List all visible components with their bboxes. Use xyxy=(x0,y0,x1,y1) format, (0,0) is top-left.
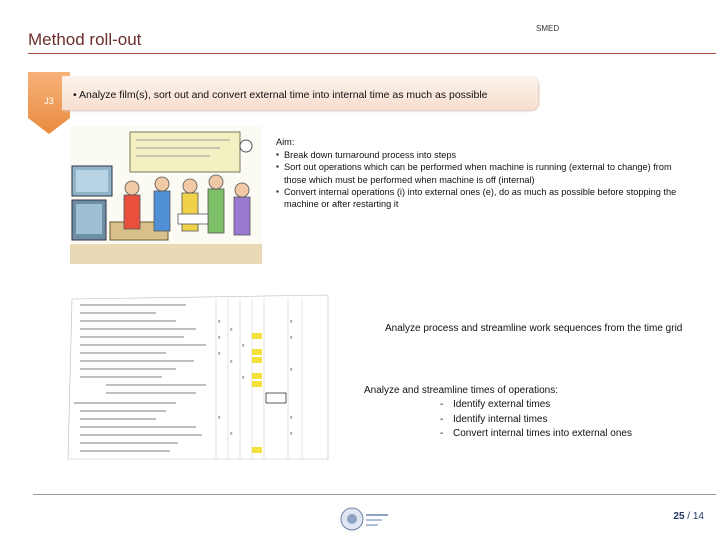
page-total: / 14 xyxy=(684,511,704,522)
svg-text:x: x xyxy=(242,375,245,381)
operations-item: Convert internal times into external ones xyxy=(453,428,632,439)
time-grid-sheet xyxy=(66,293,332,461)
operations-heading: Analyze and streamline times of operations: xyxy=(364,385,558,396)
aim-item: ▪ Break down turnaround process into steps xyxy=(276,149,696,161)
title-divider xyxy=(28,53,716,54)
header-tag: SMED xyxy=(536,24,560,33)
operations-dash: - xyxy=(440,414,444,425)
svg-text:x: x xyxy=(290,431,293,437)
svg-text:x: x xyxy=(218,335,221,341)
page-number xyxy=(600,511,704,522)
company-logo-icon xyxy=(338,504,396,534)
operations-dash: - xyxy=(440,399,444,410)
operations-item: Identify external times xyxy=(453,399,551,410)
aim-item: ▪ Sort out operations which can be performed when machine is running (external to change) from those which must be performed when machine is off (internal) xyxy=(276,161,696,185)
svg-text:x: x xyxy=(290,335,293,341)
svg-text:x: x xyxy=(290,415,293,421)
aim-section xyxy=(276,136,696,210)
page-current: 25 xyxy=(673,511,685,522)
team-meeting-illustration xyxy=(70,126,262,264)
operations-item: Identify internal times xyxy=(453,414,548,425)
aim-list xyxy=(276,149,696,210)
svg-text:x: x xyxy=(230,327,233,333)
svg-text:x: x xyxy=(218,415,221,421)
operations-dash: - xyxy=(440,428,444,439)
step-banner-text: • Analyze film(s), sort out and convert external time into internal time as much as possible xyxy=(73,89,488,101)
process-note: Analyze process and streamline work sequences from the time grid xyxy=(385,323,683,334)
svg-text:x: x xyxy=(290,367,293,373)
svg-text:x: x xyxy=(218,351,221,357)
svg-text:x: x xyxy=(290,319,293,325)
page-title: Method roll-out xyxy=(28,30,142,49)
svg-text:x: x xyxy=(230,359,233,365)
svg-text:x: x xyxy=(242,343,245,349)
step-label: J3 xyxy=(44,96,54,106)
svg-text:x: x xyxy=(218,319,221,325)
footer-divider xyxy=(33,494,716,495)
svg-text:x: x xyxy=(230,431,233,437)
aim-item: ▪ Convert internal operations (i) into external ones (e), do as much as possible before stopping the machine or after restarting it xyxy=(276,186,696,210)
aim-heading: Aim: xyxy=(276,137,295,147)
